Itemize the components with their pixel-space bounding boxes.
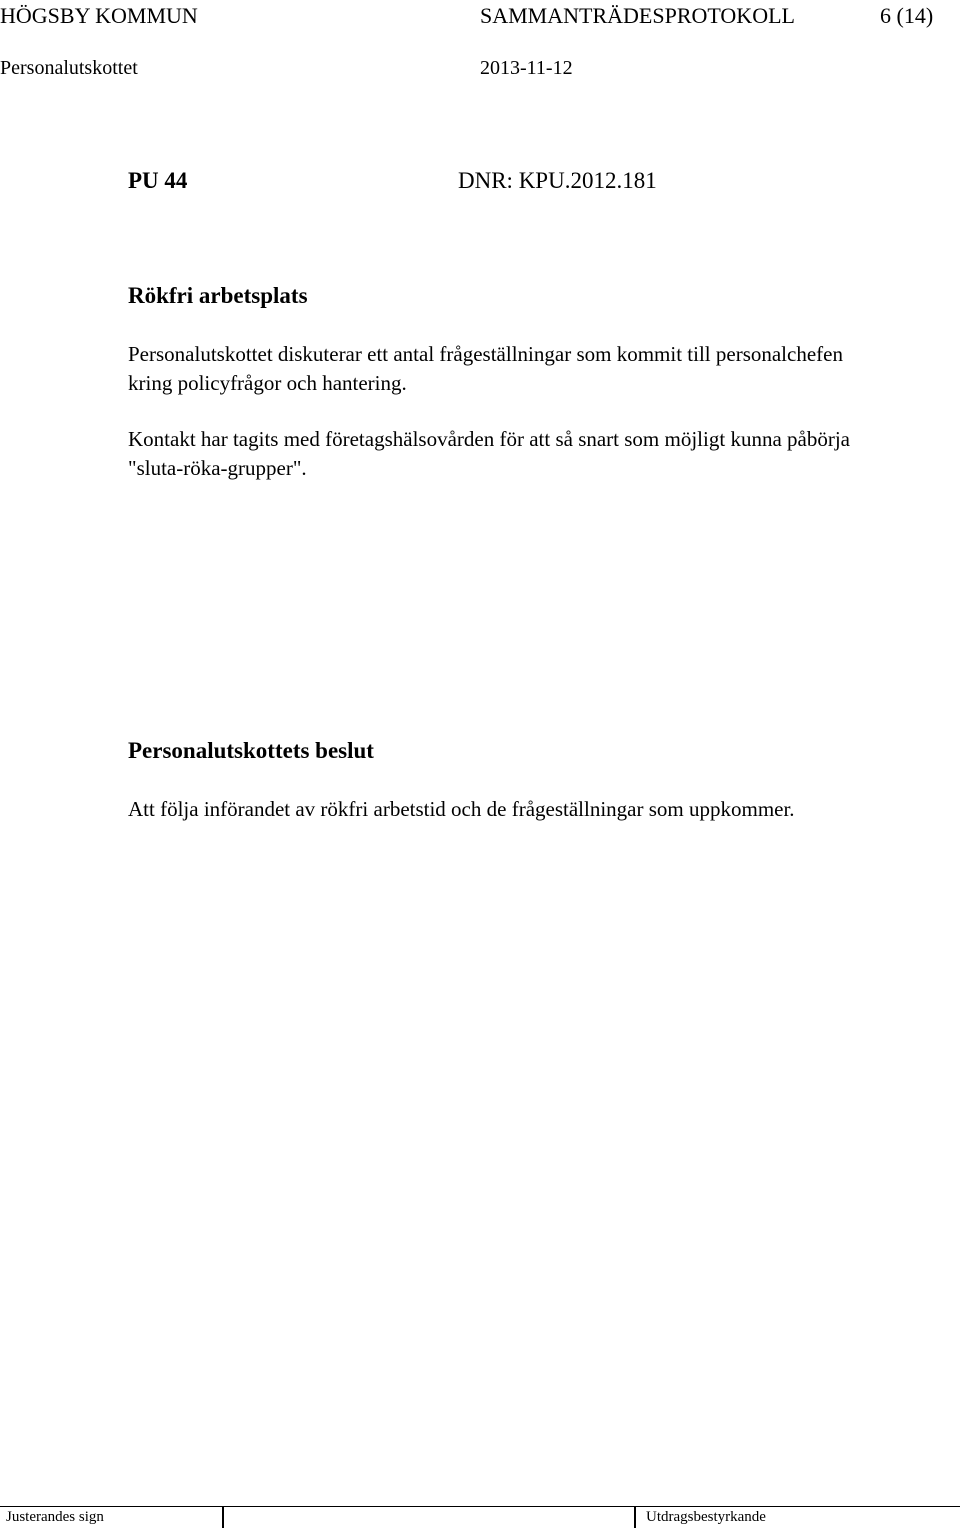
certification-label: Utdragsbestyrkande <box>646 1509 766 1525</box>
registration-number: DNR: KPU.2012.181 <box>458 168 657 193</box>
discussion-paragraph: Personalutskottet diskuterar ett antal frågeställningar som kommit till personalchefen kring policyfrågor och hantering. <box>128 342 843 395</box>
organization-name: HÖGSBY KOMMUN <box>0 3 198 28</box>
section-title: Rökfri arbetsplats <box>128 283 308 308</box>
decision-title: Personalutskottets beslut <box>128 738 374 763</box>
signature-footer <box>0 1506 960 1528</box>
committee-name: Personalutskottet <box>0 57 138 79</box>
decision-text: Att följa införandet av rökfri arbetstid och de frågeställningar som uppkommer. <box>128 797 795 821</box>
meeting-date: 2013-11-12 <box>480 57 573 79</box>
page-number: 6 (14) <box>880 3 934 28</box>
paragraph-number: PU 44 <box>128 168 188 193</box>
contact-paragraph: Kontakt har tagits med företagshälsovården för att så snart som möjligt kunna påbörja "sluta-röka-grupper". <box>128 427 850 480</box>
signature-divider <box>222 1507 224 1528</box>
certification-divider <box>634 1507 636 1528</box>
adjuster-signature-label: Justerandes sign <box>6 1509 104 1525</box>
document-type: SAMMANTRÄDESPROTOKOLL <box>480 3 795 28</box>
